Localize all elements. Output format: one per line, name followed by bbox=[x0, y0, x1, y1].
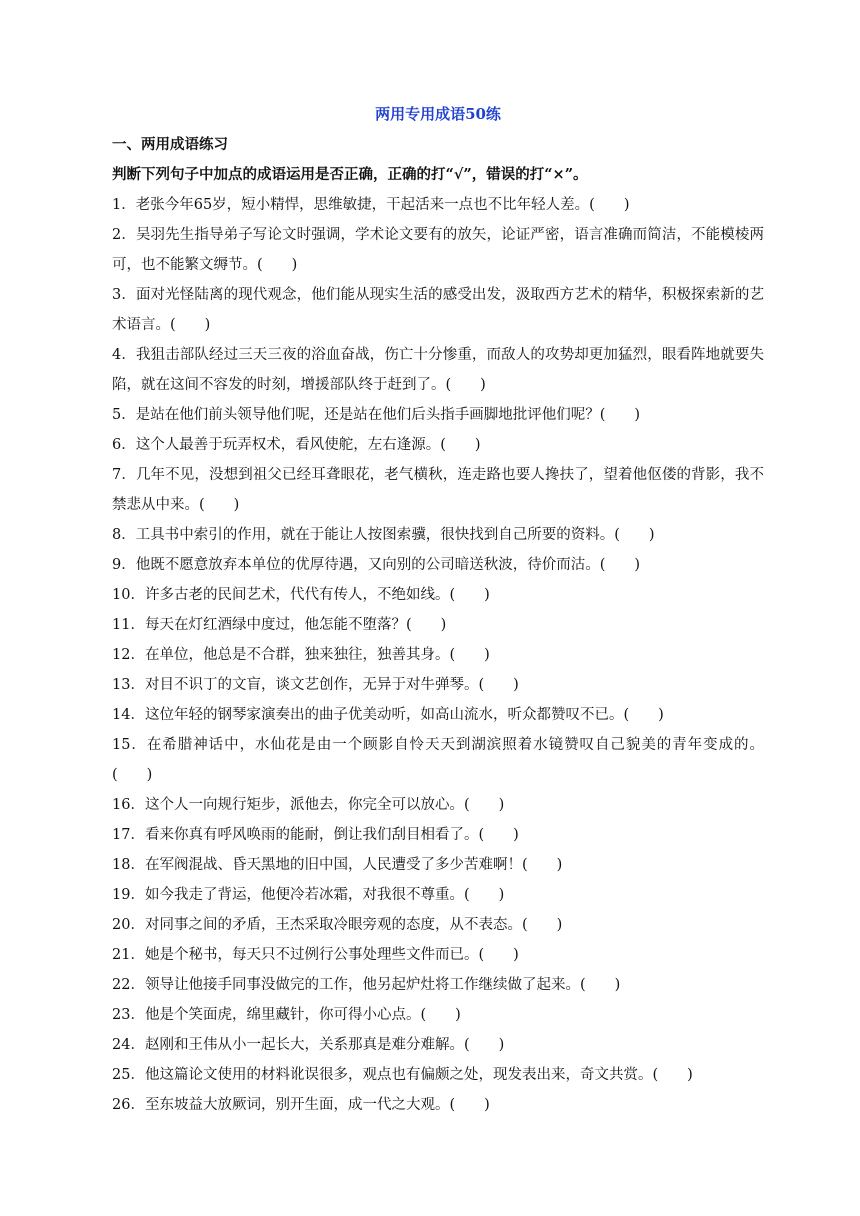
question-item: 7．几年不见，没想到祖父已经耳聋眼花，老气横秋，连走路也要人搀扶了，望着他伛偻的背影，我不禁悲从中来。( ) bbox=[112, 467, 764, 513]
question-item: 22．领导让他接手同事没做完的工作，他另起炉灶将工作继续做了起来。( ) bbox=[112, 977, 621, 993]
question-item: 15．在希腊神话中，水仙花是由一个顾影自怜天天到湖滨照着水镜赞叹自己貌美的青年变成的。( ) bbox=[112, 737, 764, 783]
question-item: 24．赵刚和王伟从小一起长大，关系那真是难分难解。( ) bbox=[112, 1037, 505, 1053]
question-item: 3．面对光怪陆离的现代观念，他们能从现实生活的感受出发，汲取西方艺术的精华，积极探索新的艺术语言。( ) bbox=[112, 287, 764, 333]
question-item: 4．我狙击部队经过三天三夜的浴血奋战，伤亡十分惨重，而敌人的攻势却更加猛烈，眼看阵地就要失陷，就在这间不容发的时刻，增援部队终于赶到了。( ) bbox=[112, 347, 764, 393]
question-item: 16．这个人一向规行矩步，派他去，你完全可以放心。( ) bbox=[112, 797, 505, 813]
question-item: 12．在单位，他总是不合群，独来独往，独善其身。( ) bbox=[112, 647, 490, 663]
question-item: 23．他是个笑面虎，绵里藏针，你可得小心点。( ) bbox=[112, 1007, 461, 1023]
instruction-text: 判断下列句子中加点的成语运用是否正确，正确的打“√”，错误的打“×”。 bbox=[112, 166, 588, 183]
question-item: 21．她是个秘书，每天只不过例行公事处理些文件而已。( ) bbox=[112, 947, 519, 963]
question-item: 20．对同事之间的矛盾，王杰采取冷眼旁观的态度，从不表态。( ) bbox=[112, 917, 563, 933]
document-title: 两用专用成语50练 bbox=[375, 105, 501, 123]
question-item: 11．每天在灯红酒绿中度过，他怎能不堕落？( ) bbox=[112, 617, 447, 633]
question-item: 25．他这篇论文使用的材料讹误很多，观点也有偏颇之处，现发表出来，奇文共赏。( ) bbox=[112, 1067, 693, 1083]
question-item: 10．许多古老的民间艺术，代代有传人，不绝如线。( ) bbox=[112, 587, 490, 603]
question-item: 8．工具书中索引的作用，就在于能让人按图索骥，很快找到自己所要的资料。( ) bbox=[112, 527, 655, 543]
question-item: 17．看来你真有呼风唤雨的能耐，倒让我们刮目相看了。( ) bbox=[112, 827, 519, 843]
question-list bbox=[112, 190, 764, 1120]
question-item: 26．至东坡益大放厥词，别开生面，成一代之大观。( ) bbox=[112, 1097, 490, 1113]
question-item: 13．对目不识丁的文盲，谈文艺创作，无异于对牛弹琴。( ) bbox=[112, 677, 519, 693]
question-item: 9．他既不愿意放弃本单位的优厚待遇，又向别的公司暗送秋波，待价而沽。( ) bbox=[112, 557, 641, 573]
question-item: 18．在军阀混战、昏天黑地的旧中国，人民遭受了多少苦难啊！( ) bbox=[112, 857, 563, 873]
question-item: 1．老张今年65岁，短小精悍，思维敏捷，干起活来一点也不比年轻人差。( ) bbox=[112, 197, 630, 213]
question-item: 6．这个人最善于玩弄权术，看风使舵，左右逢源。( ) bbox=[112, 437, 481, 453]
question-item: 5．是站在他们前头领导他们呢，还是站在他们后头指手画脚地批评他们呢？( ) bbox=[112, 407, 641, 423]
question-item: 14．这位年轻的钢琴家演奏出的曲子优美动听，如高山流水，听众都赞叹不已。( ) bbox=[112, 707, 664, 723]
section-heading: 一、两用成语练习 bbox=[112, 136, 228, 153]
question-item: 19．如今我走了背运，他便冷若冰霜，对我很不尊重。( ) bbox=[112, 887, 505, 903]
question-item: 2．吴羽先生指导弟子写论文时强调，学术论文要有的放矢，论证严密，语言准确而简洁，不能模棱两可，也不能繁文缛节。( ) bbox=[112, 227, 764, 273]
